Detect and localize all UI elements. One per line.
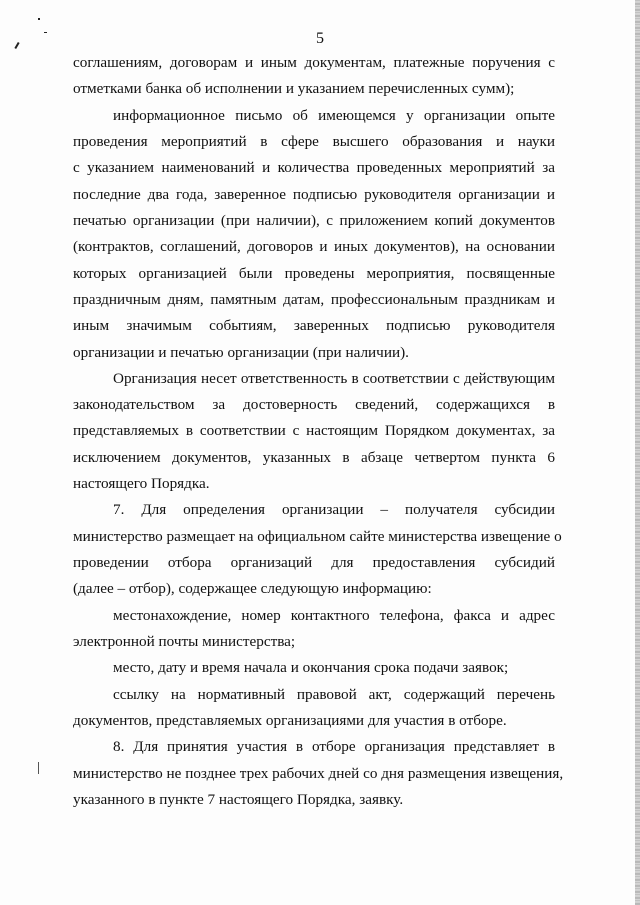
text-line: документов, представляемых организациями для участия в отборе.	[73, 712, 507, 729]
text-line: иным значимым событиям, заверенных подписью руководителя	[73, 317, 555, 334]
page-number: 5	[316, 30, 324, 47]
text-line: настоящего Порядка.	[73, 475, 210, 492]
text-line: проведении отбора организаций для предоставления субсидий	[73, 554, 555, 571]
text-line: последние два года, заверенное подписью руководителя организации и	[73, 186, 555, 203]
scan-speck	[38, 18, 40, 20]
text-line: местонахождение, номер контактного телефона, факса и адрес	[113, 607, 555, 624]
text-line: информационное письмо об имеющемся у организации опыте	[113, 107, 555, 124]
text-line: печатью организации (при наличии), с приложением копий документов	[73, 212, 555, 229]
text-line: исключением документов, указанных в абзаце четвертом пункта 6	[73, 449, 555, 466]
text-line: место, дату и время начала и окончания срока подачи заявок;	[113, 659, 509, 676]
text-line: представляемых в соответствии с настоящим Порядком документах, за	[73, 422, 555, 439]
text-line: электронной почты министерства;	[73, 633, 296, 650]
text-line: организации и печатью организации (при наличии).	[73, 344, 409, 361]
text-line: законодательством за достоверность сведений, содержащихся в	[73, 396, 555, 413]
text-line: отметками банка об исполнении и указанием перечисленных сумм);	[73, 80, 515, 97]
text-line: 8. Для принятия участия в отборе организация представляет в	[113, 738, 555, 755]
text-line: Организация несет ответственность в соответствии с действующим	[113, 370, 555, 387]
text-line: указанного в пункте 7 настоящего Порядка, заявку.	[73, 791, 404, 808]
text-line: проведения мероприятий в сфере высшего образования и науки	[73, 133, 555, 150]
text-line: 7. Для определения организации – получателя субсидии	[113, 501, 555, 518]
text-line: праздничным дням, памятным датам, профессиональным праздникам и	[73, 291, 555, 308]
text-line: (далее – отбор), содержащее следующую информацию:	[73, 580, 432, 597]
text-line: министерство размещает на официальном сайте министерства извещение о	[73, 528, 562, 545]
text-line: (контрактов, соглашений, договоров и иных документов), на основании	[73, 238, 555, 255]
text-line: министерство не позднее трех рабочих дней со дня размещения извещения,	[73, 765, 564, 782]
text-line: которых организацией были проведены мероприятия, посвященные	[73, 265, 555, 282]
text-line: соглашениям, договорам и иным документам, платежные поручения с	[73, 54, 555, 71]
scan-speck	[38, 762, 39, 774]
scan-edge	[635, 0, 640, 905]
text-line: ссылку на нормативный правовой акт, содержащий перечень	[113, 686, 555, 703]
text-line: с указанием наименований и количества проведенных мероприятий за	[73, 159, 555, 176]
